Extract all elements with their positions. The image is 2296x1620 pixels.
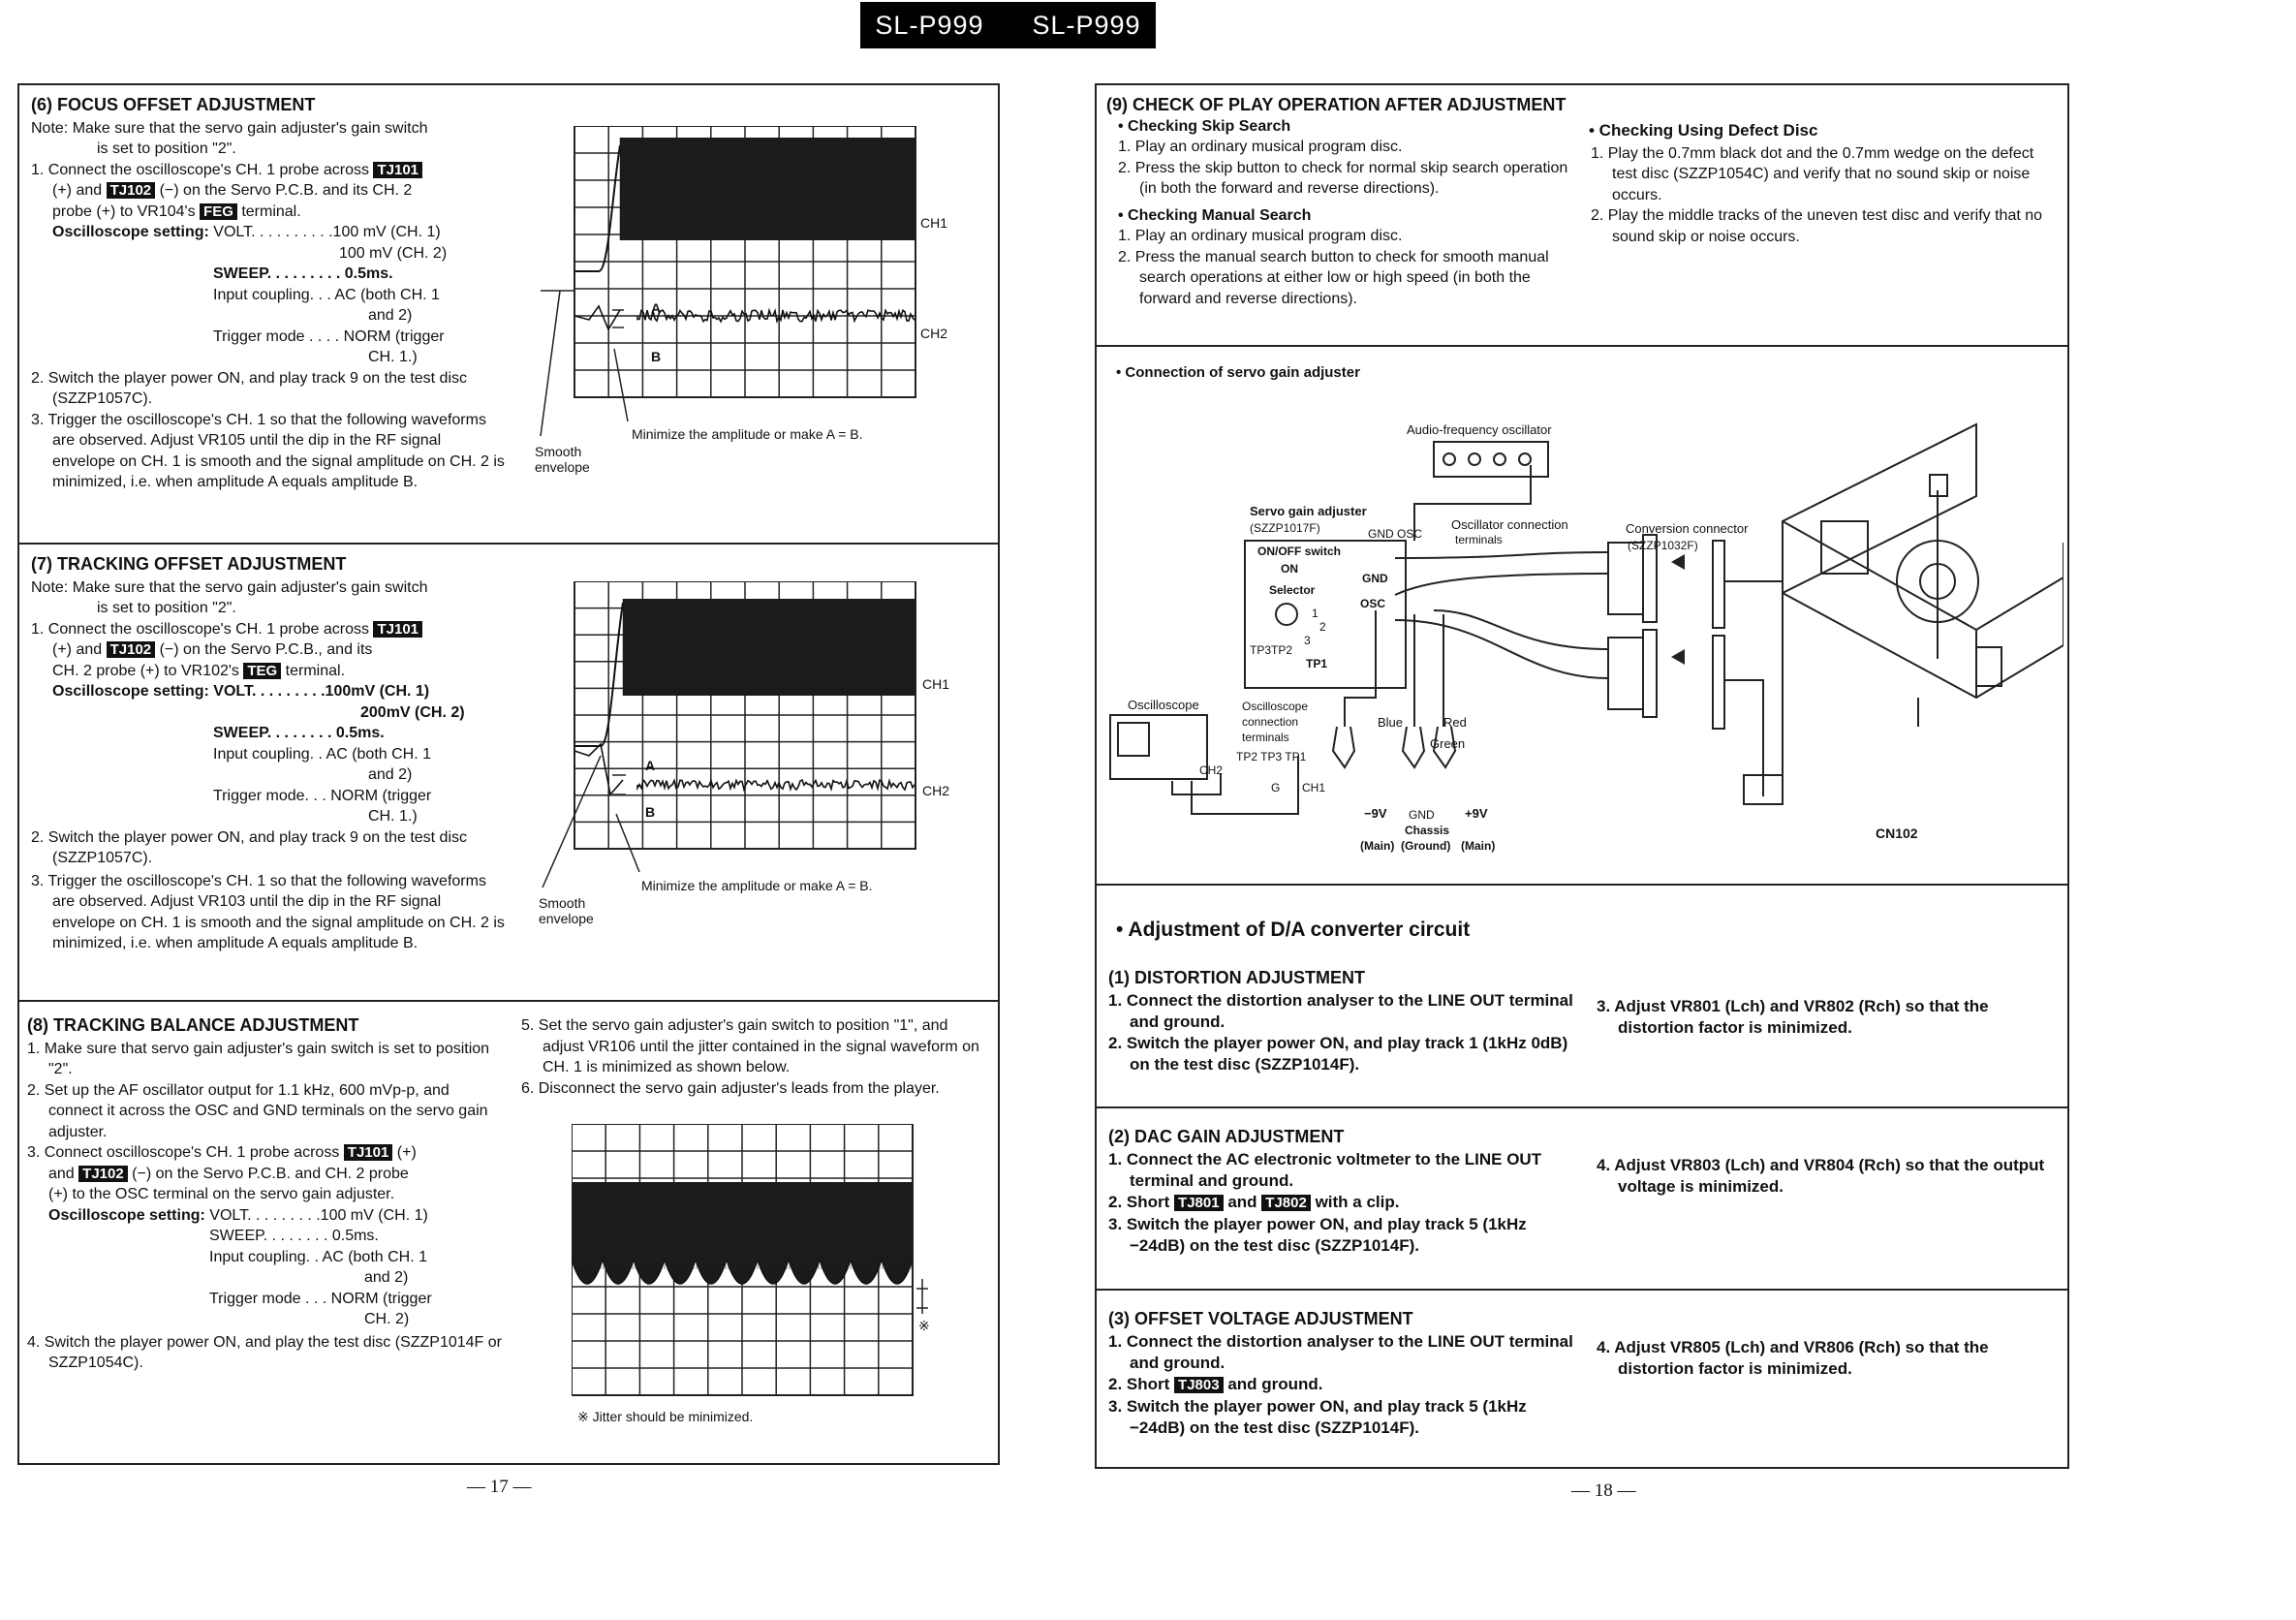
label-ch1-scope: CH1 [1302,781,1326,794]
step-4: 4. Switch the player power ON, and play the test disc (SZZP1014F or SZZP1054C). [27,1333,502,1371]
label-gnd-osc: GND OSC [1368,527,1423,541]
manual-search-heading: • Checking Manual Search [1118,206,1312,224]
step-2: 2. Set up the AF oscillator output for 1.1 kHz, 600 mVp-p, and connect it across the OSC and GND terminals on the servo gain adjuster. [27,1081,488,1140]
s6-envelope: envelope [535,459,590,475]
model-header [860,2,1156,48]
defect-disc-heading: • Checking Using Defect Disc [1589,121,1818,140]
label-blue: Blue [1378,715,1404,730]
label-scope-conn-1: Oscilloscope [1242,700,1309,713]
step-1: 1. Connect the oscilloscope's CH. 1 probe across TJ101 [31,160,506,181]
label-green: Green [1430,736,1466,751]
label-scope-conn-3: terminals [1242,731,1289,744]
label-selector: Selector [1269,583,1316,597]
label-tp-row: TP2 TP3 TP1 [1236,750,1307,763]
label-scope-conn-2: connection [1242,715,1299,729]
s6-b-label: B [651,349,662,364]
right-divider-4 [1095,1289,2069,1291]
label-onoff-switch: ON/OFF switch [1257,545,1342,558]
model-left: SL-P999 [875,10,984,40]
label-oscilloscope: Oscilloscope [1128,698,1199,712]
tag-tj102: TJ102 [107,182,156,199]
scope-tracking-balance [572,1124,940,1424]
label-gnd-chassis: GND [1409,808,1435,822]
label-tp1: TP1 [1306,657,1328,670]
tag-tj101: TJ101 [344,1144,393,1161]
section-title: (3) OFFSET VOLTAGE ADJUSTMENT [1108,1309,1413,1328]
label-ground: (Ground) [1401,839,1451,853]
connection-diagram [1104,407,2063,872]
section-title: (9) CHECK OF PLAY OPERATION AFTER ADJUSTMENT [1106,95,1567,114]
label-plus9v: +9V [1465,806,1488,821]
section-focus-offset: (6) FOCUS OFFSET ADJUSTMENT Note: Make sure that the servo gain adjuster's gain switch is set to position "2". 1. Connect the oscilloscope's CH. 1 probe across TJ101 (+) and TJ102 (−) on the Servo P.C.B. and its CH. 2 probe (+) to VR104's FEG terminal. Oscilloscope setting: VOLT. . . . . . . . . .100 mV (CH. 1) 100 mV (CH. 2) SWEEP. . . . . . . . . 0.5ms. Input coupling. . . AC (both CH. 1 and 2) Trigger mode . . . . NORM (trigger CH. 1.) 2. Switch the player power ON, and play track 9 on the test disc (SZZP1057C). 3. Trigger the oscilloscope's CH. 1 so that the following waveforms are observed. Adjust VR105 until the dip in the RF signal envelope on CH. 1 is smooth and the signal amplitude on CH. 2 is minimized, i.e. when amplitude A equals amplitude B. [31,95,506,493]
label-sel-2: 2 [1319,620,1326,634]
s7-minimize-note: Minimize the amplitude or make A = B. [641,878,873,893]
label-osc-connection: Oscillator connection [1451,517,1568,532]
scope-focus-offset [531,126,947,455]
label-ch2-scope: CH2 [1199,763,1224,777]
s6-ch1-envelope [620,138,915,240]
note: Note: Make sure that the servo gain adjuster's gain switch [31,578,428,596]
label-tp3tp2: TP3TP2 [1250,643,1293,657]
section-offset-voltage: (3) OFFSET VOLTAGE ADJUSTMENT 1. Connect the distortion analyser to the LINE OUT terminal and ground. 2. Short TJ803 and ground. 3. Switch the player power ON, and play track 5 (1kHz −24dB) on the test disc (SZZP1014F). [1108,1308,1579,1439]
step-2: 2. Switch the player power ON, and play track 9 on the test disc (SZZP1057C). [31,828,467,866]
section-tracking-balance-cont [521,1015,986,1099]
label-osc-terminals: terminals [1455,533,1503,546]
label-sel-1: 1 [1312,607,1319,620]
label-conversion-connector: Conversion connector [1626,521,1749,536]
s7-ch2-label: CH2 [922,783,950,798]
section-distortion: (1) DISTORTION ADJUSTMENT 1. Connect the distortion analyser to the LINE OUT terminal and ground. 2. Switch the player power ON, and play track 1 (1kHz 0dB) on the test disc (SZZP1014F). [1108,967,1579,1075]
tag-tj801: TJ801 [1174,1195,1224,1211]
s6-ch2-label: CH2 [920,326,948,341]
step-1: 1. Make sure that servo gain adjuster's gain switch is set to position "2". [27,1040,490,1077]
tag-tj102: TJ102 [78,1166,128,1182]
label-on: ON [1281,562,1298,576]
label-chassis: Chassis [1405,824,1450,837]
skip-search-heading: • Checking Skip Search [1118,117,1291,135]
section-title: (1) DISTORTION ADJUSTMENT [1108,968,1366,987]
label-cn102: CN102 [1876,826,1918,841]
section-dac-gain: (2) DAC GAIN ADJUSTMENT 1. Connect the AC electronic voltmeter to the LINE OUT terminal and ground. 2. Short TJ801 and TJ802 with a clip. 3. Switch the player power ON, and play track 5 (1kHz −24dB) on the test disc (SZZP1014F). [1108,1126,1579,1257]
tag-teg: TEG [243,663,281,679]
model-right: SL-P999 [1032,10,1141,40]
note-cont: is set to position "2". [97,140,236,157]
section-title: (8) TRACKING BALANCE ADJUSTMENT [27,1015,359,1035]
left-divider-1 [17,543,1000,545]
tag-tj101: TJ101 [373,621,422,638]
s7-b-label: B [645,804,656,820]
step-5: 5. Set the servo gain adjuster's gain switch to position "1", and adjust VR106 until the jitter contained in the signal waveform on CH. 1 is minimized as shown below. [521,1017,979,1075]
label-audio-oscillator: Audio-frequency oscillator [1407,422,1552,437]
step-3: 3. Trigger the oscilloscope's CH. 1 so that the following waveforms are observed. Adjust VR105 until the dip in the RF signal envelope on CH. 1 is smooth and the signal amplitude on CH. 2 is minimized, i.e. when amplitude A equals amplitude B. [31,411,505,490]
section-tracking-balance: (8) TRACKING BALANCE ADJUSTMENT 1. Make sure that servo gain adjuster's gain switch is set to position "2". 2. Set up the AF oscillator output for 1.1 kHz, 600 mVp-p, and connect it across the OSC and GND terminals on the servo gain adjuster. 3. Connect oscilloscope's CH. 1 probe across TJ101 (+) and TJ102 (−) on the Servo P.C.B. and CH. 2 probe (+) to the OSC terminal on the servo gain adjuster. Oscilloscope setting: VOLT. . . . . . . . .100 mV (CH. 1) SWEEP. . . . . . . . 0.5ms. Input coupling. . AC (both CH. 1 and 2) Trigger mode . . . NORM (trigger CH. 2) 4. Switch the player power ON, and play the test disc (SZZP1014F or SZZP1054C). [27,1015,508,1374]
section-title: (6) FOCUS OFFSET ADJUSTMENT [31,95,316,114]
s6-a-label: A [651,300,662,316]
section-title: (2) DAC GAIN ADJUSTMENT [1108,1127,1345,1146]
note: Note: Make sure that the servo gain adjuster's gain switch [31,119,428,137]
s8-jitter-note: ※ Jitter should be minimized. [577,1409,754,1424]
distortion-step-3: 3. Adjust VR801 (Lch) and VR802 (Rch) so that the distortion factor is minimized. [1597,997,1989,1037]
s6-ch1-label: CH1 [920,215,948,231]
tag-tj803: TJ803 [1174,1377,1224,1393]
label-minus9v: −9V [1364,806,1387,821]
s6-minimize-note: Minimize the amplitude or make A = B. [632,426,863,442]
s7-smooth: Smooth [539,895,586,911]
s8-ch1-waveform [572,1182,913,1284]
label-main-2: (Main) [1461,839,1496,853]
page-number-18: — 18 — [1571,1480,1636,1501]
label-conversion-part: (SZZP1032F) [1628,539,1698,552]
s7-a-label: A [645,758,656,773]
section-defect-disc: • Checking Using Defect Disc 1. Play the 0.7mm black dot and the 0.7mm wedge on the defect test disc (SZZP1054C) and verify that no sound skip or noise occurs. 2. Play the middle tracks of the uneven test disc and verify that no sound skip or noise occurs. [1589,120,2054,247]
tag-tj101: TJ101 [373,162,422,178]
section-title: (7) TRACKING OFFSET ADJUSTMENT [31,554,347,574]
label-servo-gain-adjuster: Servo gain adjuster [1250,504,1367,518]
tag-tj102: TJ102 [107,641,156,658]
step-6: 6. Disconnect the servo gain adjuster's leads from the player. [521,1079,940,1097]
s7-ch1-label: CH1 [922,676,950,692]
label-red: Red [1443,715,1467,730]
connection-title: • Connection of servo gain adjuster [1116,364,1360,381]
right-divider-2 [1095,884,2069,886]
label-sga-part: (SZZP1017F) [1250,521,1320,535]
da-title: • Adjustment of D/A converter circuit [1116,919,1471,941]
label-sel-3: 3 [1304,634,1311,647]
step-1: 1. Connect the oscilloscope's CH. 1 probe across TJ101 [31,619,506,640]
s7-envelope: envelope [539,911,594,926]
label-g: G [1271,781,1281,794]
s7-ch2-trace [637,780,915,790]
right-divider-3 [1095,1106,2069,1108]
label-osc: OSC [1360,597,1386,610]
s7-ch1-envelope [623,599,915,696]
s6-smooth: Smooth [535,444,582,459]
step-3: 3. Trigger the oscilloscope's CH. 1 so that the following waveforms are observed. Adjust VR103 until the dip in the RF signal envelope on CH. 1 is smooth and the signal amplitude on CH. 2 is minimized, i.e. when amplitude A equals amplitude B. [31,872,505,951]
label-main-1: (Main) [1360,839,1395,853]
section-play-check: (9) CHECK OF PLAY OPERATION AFTER ADJUSTMENT • Checking Skip Search 1. Play an ordinary musical program disc. 2. Press the skip button to check for normal skip search operation (in both the forward and reverse directions). • Checking Manual Search 1. Play an ordinary musical program disc. 2. Press the manual search button to check for smooth manual search operations at either low or high speed (in both the forward and reverse directions). [1106,95,1581,309]
label-gnd: GND [1362,572,1388,585]
dac-gain-step-4: 4. Adjust VR803 (Lch) and VR804 (Rch) so that the output voltage is minimized. [1597,1156,2045,1196]
tag-feg: FEG [200,203,237,220]
page-number-17: — 17 — [467,1477,532,1497]
offset-voltage-step-4: 4. Adjust VR805 (Lch) and VR806 (Rch) so that the distortion factor is minimized. [1597,1338,1989,1378]
left-divider-2 [17,1000,1000,1002]
s8-jitter-star: ※ [918,1318,930,1333]
step-2: 2. Switch the player power ON, and play track 9 on the test disc (SZZP1057C). [31,369,467,407]
right-divider-1 [1095,345,2069,347]
step-3: 3. Connect oscilloscope's CH. 1 probe across TJ101 (+) [27,1144,417,1161]
tag-tj802: TJ802 [1261,1195,1311,1211]
section-tracking-offset: (7) TRACKING OFFSET ADJUSTMENT Note: Make sure that the servo gain adjuster's gain switch is set to position "2". 1. Connect the oscilloscope's CH. 1 probe across TJ101 (+) and TJ102 (−) on the Servo P.C.B., and its CH. 2 probe (+) to VR102's TEG terminal. Oscilloscope setting: VOLT. . . . . . . . .100mV (CH. 1) 200mV (CH. 2) SWEEP. . . . . . . . 0.5ms. Input coupling. . AC (both CH. 1 and 2) Trigger mode. . . NORM (trigger CH. 1.) 2. Switch the player power ON, and play track 9 on the test disc (SZZP1057C). 3. Trigger the oscilloscope's CH. 1 so that the following waveforms are observed. Adjust VR103 until the dip in the RF signal envelope on CH. 1 is smooth and the signal amplitude on CH. 2 is minimized, i.e. when amplitude A equals amplitude B. [31,554,506,954]
